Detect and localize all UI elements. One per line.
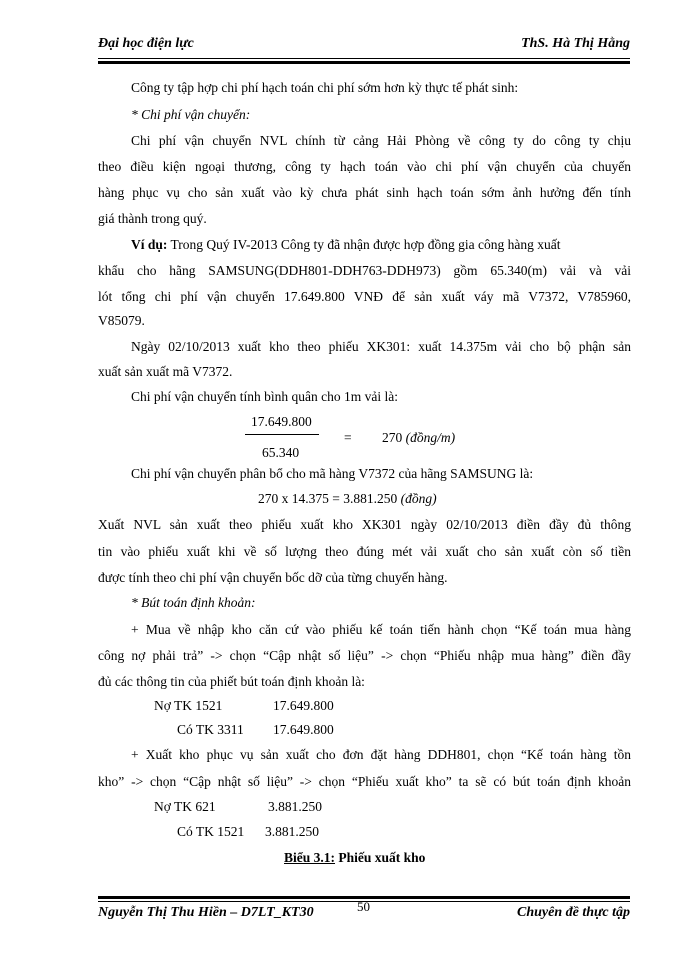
paragraph-line: + Xuất kho phục vụ sản xuất cho đơn đặt hàng DDH801, chọn “Kế toán hàng tồn <box>131 747 631 762</box>
fraction-bar <box>245 434 319 435</box>
entry-credit-account: Có TK 3311 <box>177 722 244 737</box>
footer-right: Chuyên đề thực tập <box>516 905 630 920</box>
paragraph-line: lót tổng chi phí vận chuyển 17.649.800 VNĐ để sản xuất váy mã V7372, V785960, <box>98 289 631 304</box>
fraction-equals: = <box>344 430 352 445</box>
paragraph-line: Chi phí vận chuyển NVL chính từ cảng Hải Phòng về công ty do công ty chịu <box>131 133 631 148</box>
paragraph-line: xuất sản xuất mã V7372. <box>98 364 233 379</box>
fraction-denominator: 65.340 <box>262 445 300 460</box>
example-text: Trong Quý IV-2013 Công ty đã nhận được hợp đồng gia công hàng xuất <box>167 237 561 252</box>
paragraph-line: kho” -> chọn “Cập nhật số liệu” -> chọn “Phiếu xuất kho” ta sẽ có bút toán định khoản <box>98 774 631 789</box>
calculation-value: 270 x 14.375 = 3.881.250 <box>258 491 398 506</box>
fraction-result-value: 270 <box>382 430 403 445</box>
paragraph-line: khẩu cho hãng SAMSUNG(DDH801-DDH763-DDH973) gồm 65.340(m) vải và vải <box>98 263 631 278</box>
calculation-unit: (đồng) <box>400 491 437 506</box>
entry-debit-account: Nợ TK 1521 <box>154 698 223 713</box>
example-label: Ví dụ: <box>131 237 168 252</box>
footer-left: Nguyễn Thị Thu Hiền – D7LT_KT30 <box>98 905 314 920</box>
paragraph-line: Chi phí vận chuyển tính bình quân cho 1m vải là: <box>131 389 398 404</box>
entry-debit-amount: 17.649.800 <box>273 698 334 713</box>
paragraph-line: giá thành trong quý. <box>98 211 207 226</box>
paragraph-line: Chi phí vận chuyển phân bổ cho mã hàng V7372 của hãng SAMSUNG là: <box>131 466 534 481</box>
header-rule-thin <box>98 58 630 59</box>
section-heading: * Chi phí vận chuyển: <box>131 107 251 122</box>
section-heading: * Bút toán định khoản: <box>131 595 256 610</box>
paragraph-line: V85079. <box>98 313 145 328</box>
paragraph-line: theo điều kiện ngoại thương, công ty hạch toán vào chi phí vận chuyển của chuyến <box>98 159 631 174</box>
entry-debit-account: Nợ TK 621 <box>154 799 216 814</box>
page-footer <box>98 899 630 927</box>
paragraph-line: + Mua về nhập kho căn cứ vào phiếu kế toán tiến hành chọn “Kế toán mua hàng <box>131 622 631 637</box>
paragraph-line: Công ty tập hợp chi phí hạch toán chi phí sớm hơn kỳ thực tế phát sinh: <box>131 80 519 95</box>
paragraph-line: hàng phục vụ cho sản xuất vào kỳ chưa phát sinh hạch toán sớm ảnh hưởng đến tính <box>98 185 631 200</box>
page-header <box>98 36 630 56</box>
paragraph-line: đủ các thông tin của phiết bút toán định khoản là: <box>98 674 365 689</box>
paragraph-line: được tính theo chi phí vận chuyển bốc dỡ của từng chuyến hàng. <box>98 570 448 585</box>
entry-credit-account: Có TK 1521 <box>177 824 245 839</box>
entry-credit-amount: 3.881.250 <box>265 824 319 839</box>
caption-text: Phiếu xuất kho <box>335 850 426 865</box>
paragraph-line: công nợ phải trả” -> chọn “Cập nhật số liệu” -> chọn “Phiếu nhập mua hàng” điền đầy <box>98 648 631 663</box>
header-right: ThS. Hà Thị Hằng <box>521 36 630 51</box>
fraction-numerator: 17.649.800 <box>251 414 312 429</box>
header-rule-thick <box>98 61 630 64</box>
entry-credit-amount: 17.649.800 <box>273 722 334 737</box>
fraction-result <box>382 430 455 446</box>
entry-debit-amount: 3.881.250 <box>268 799 322 814</box>
figure-caption <box>284 850 425 866</box>
page-number: 50 <box>357 899 370 914</box>
example-line <box>131 237 631 253</box>
paragraph-line: Ngày 02/10/2013 xuất kho theo phiếu XK301: xuất 14.375m vải cho bộ phận sản <box>131 339 631 354</box>
paragraph-line: tin vào phiếu xuất khi về số lượng theo đúng mét vải xuất cho sản xuất còn số tiền <box>98 544 631 559</box>
paragraph-line: Xuất NVL sản xuất theo phiếu xuất kho XK301 ngày 02/10/2013 điền đầy đủ thông <box>98 517 631 532</box>
fraction-result-unit: (đồng/m) <box>405 430 456 445</box>
caption-label: Biểu 3.1: <box>284 850 336 865</box>
calculation-line <box>258 491 437 507</box>
header-left: Đại học điện lực <box>98 36 194 51</box>
